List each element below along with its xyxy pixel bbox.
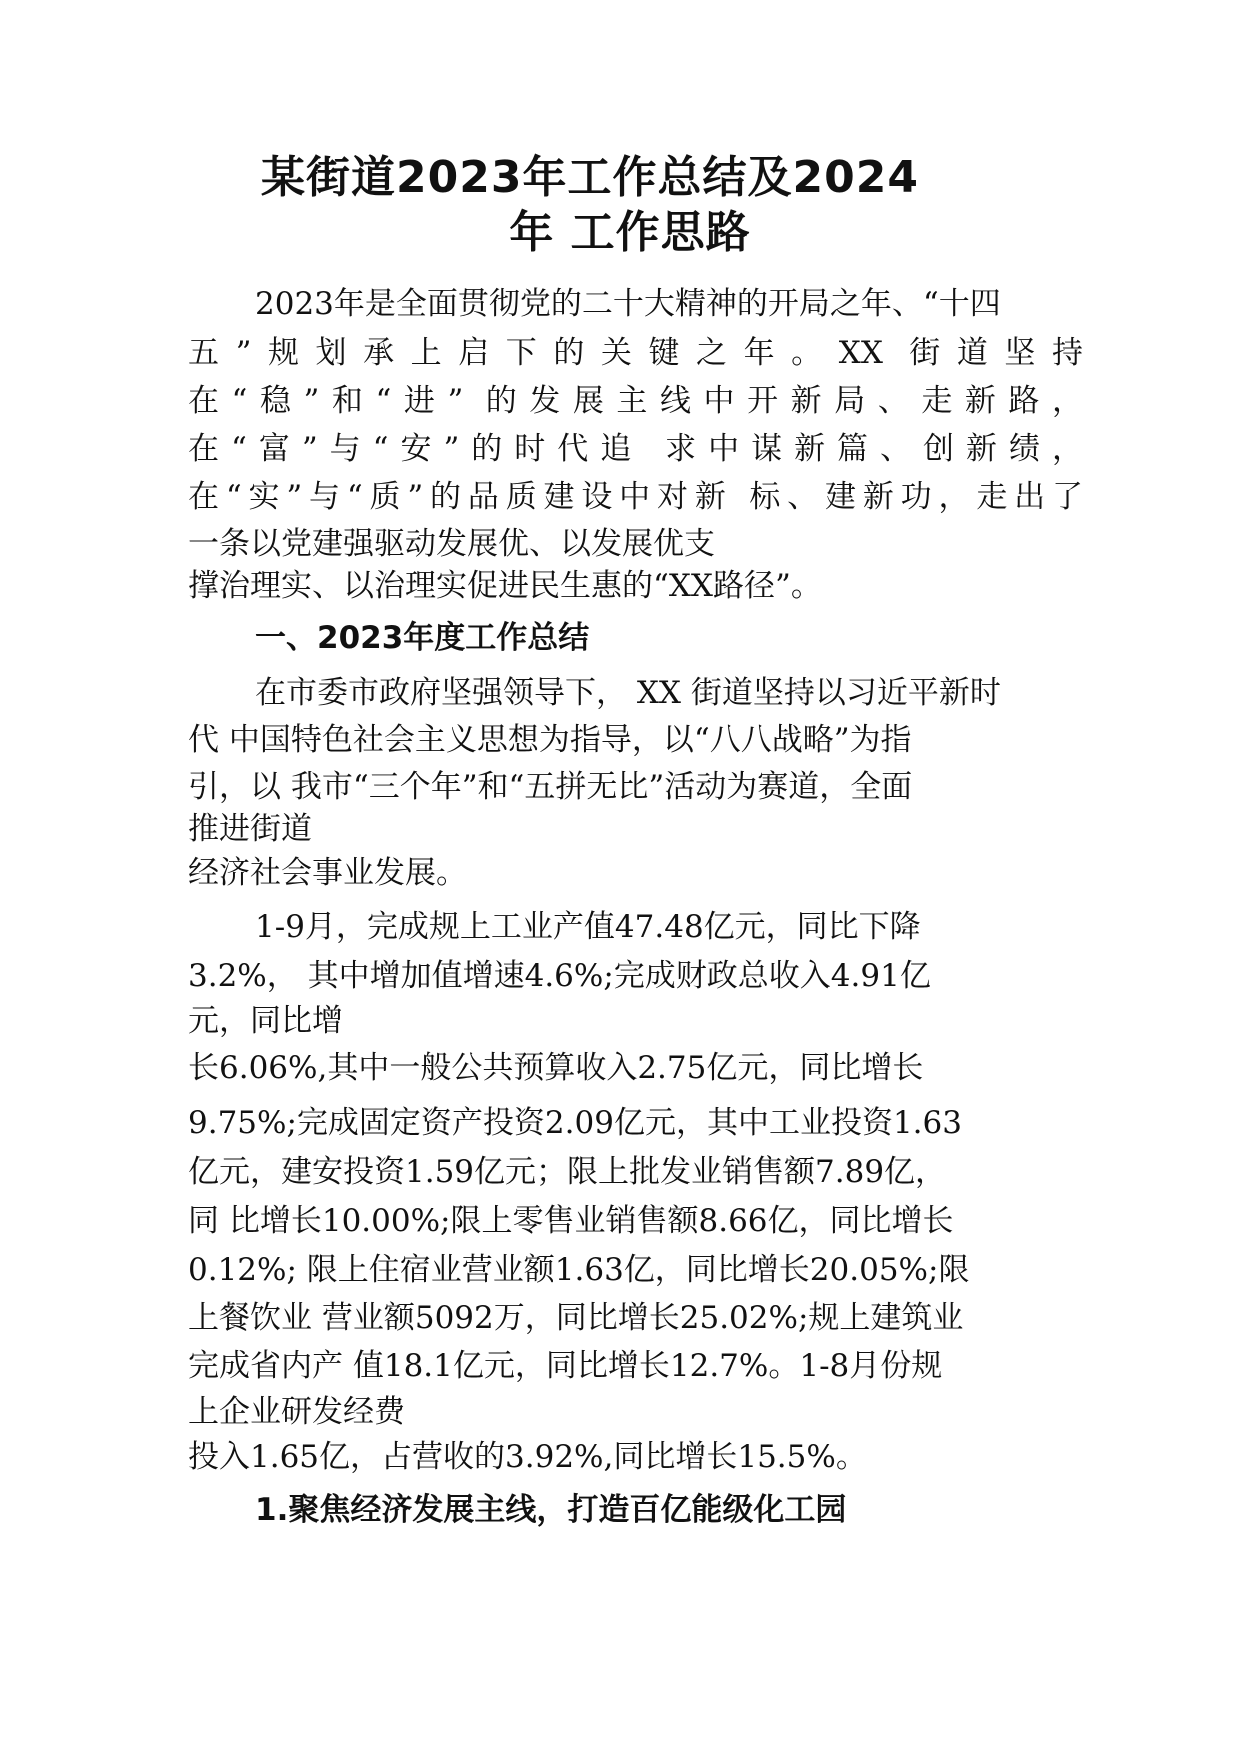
intro-line: 撑治理实、以治理实促进民生惠的“XX路径”。 xyxy=(188,568,822,604)
intro-line: 在“富”与“安”的时代追 求中谋新篇、创新绩， xyxy=(188,431,1083,467)
document-title-line-2: 年 工作思路 xyxy=(509,207,751,258)
paragraph-line: 引，以 我市“三个年”和“五拼无比”活动为赛道，全面 xyxy=(188,769,913,805)
paragraph-line: 投入1.65亿，占营收的3.92%,同比增长15.5%。 xyxy=(188,1439,867,1475)
document-title-line-1: 某街道2023年工作总结及2024 xyxy=(261,152,919,203)
paragraph-line: 同 比增长10.00%;限上零售业销售额8.66亿，同比增长 xyxy=(188,1203,954,1239)
subsection-heading: 1.聚焦经济发展主线，打造百亿能级化工园 xyxy=(255,1492,847,1528)
paragraph-line: 1-9月，完成规上工业产值47.48亿元，同比下降 xyxy=(255,909,921,945)
paragraph-line: 亿元，建安投资1.59亿元；限上批发业销售额7.89亿， xyxy=(188,1154,947,1190)
paragraph-line: 推进街道 xyxy=(188,811,312,847)
paragraph-line: 元，同比增 xyxy=(188,1003,343,1039)
section-heading: 一、2023年度工作总结 xyxy=(255,620,590,656)
paragraph-line: 上企业研发经费 xyxy=(188,1394,405,1430)
paragraph-line: 9.75%;完成固定资产投资2.09亿元，其中工业投资1.63 xyxy=(188,1105,962,1141)
intro-line: 2023年是全面贯彻党的二十大精神的开局之年、“十四 xyxy=(255,286,1001,322)
intro-line: 在“稳”和“进” 的发展主线中开新局、走新路， xyxy=(188,383,1083,419)
paragraph-line: 完成省内产 值18.1亿元，同比增长12.7%。1-8月份规 xyxy=(188,1348,943,1384)
paragraph-line: 经济社会事业发展。 xyxy=(188,855,467,891)
intro-line: 在“实”与“质”的品质建设中对新 标、建新功，走出了 xyxy=(188,479,1083,515)
paragraph-line: 长6.06%,其中一般公共预算收入2.75亿元，同比增长 xyxy=(188,1050,924,1086)
intro-line: 五”规划承上启下的关键之年。XX 街道坚持 xyxy=(188,335,1083,371)
paragraph-line: 0.12%; 限上住宿业营业额1.63亿，同比增长20.05%;限 xyxy=(188,1252,970,1288)
paragraph-line: 上餐饮业 营业额5092万，同比增长25.02%;规上建筑业 xyxy=(188,1300,964,1336)
paragraph-line: 在市委市政府坚强领导下， XX 街道坚持以习近平新时 xyxy=(255,675,1001,711)
paragraph-line: 3.2%， 其中增加值增速4.6%;完成财政总收入4.91亿 xyxy=(188,958,931,994)
intro-line: 一条以党建强驱动发展优、以发展优支 xyxy=(188,526,715,562)
paragraph-line: 代 中国特色社会主义思想为指导，以“八八战略”为指 xyxy=(188,722,912,758)
